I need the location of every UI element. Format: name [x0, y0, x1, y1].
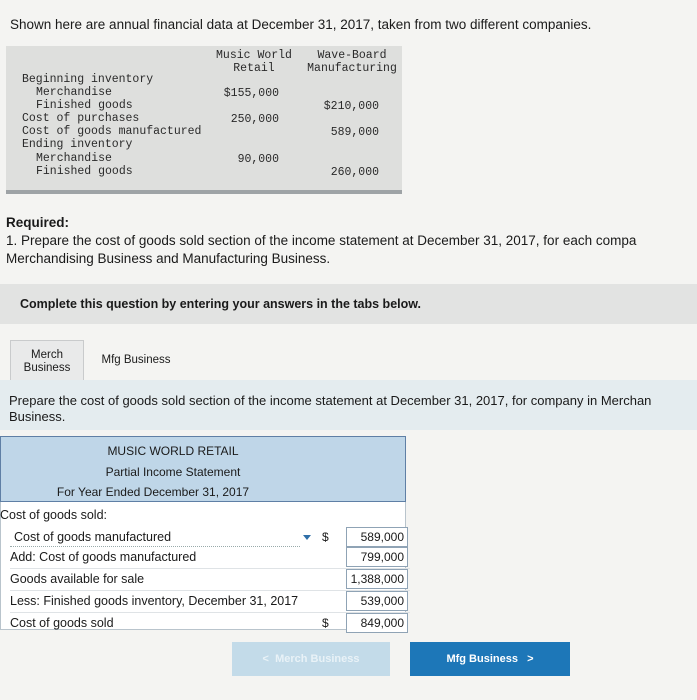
- amount-input[interactable]: 1,388,000: [346, 569, 408, 589]
- data-table-divider: [6, 190, 402, 194]
- col-header-music-world: Music World Retail: [216, 49, 292, 75]
- required-line-2: Merchandising Business and Manufacturing Business.: [6, 251, 331, 266]
- tab-prompt-text: Prepare the cost of goods sold section of the income statement at December 31, 2017, for company in Merchan Business.: [9, 393, 652, 424]
- amount-input[interactable]: 539,000: [346, 591, 408, 611]
- statement-period: For Year Ended December 31, 2017: [56, 485, 250, 499]
- required-heading: Required:: [6, 215, 70, 230]
- row-label[interactable]: Less: Finished goods inventory, December 31, 2017: [10, 594, 299, 608]
- tab-mfg-business[interactable]: Mfg Business: [101, 354, 171, 366]
- statement-row: [0, 591, 408, 612]
- amount-input[interactable]: 799,000: [346, 547, 408, 567]
- amount-input[interactable]: 849,000: [346, 613, 408, 633]
- question-intro: Shown here are annual financial data at December 31, 2017, taken from two different companies.: [10, 17, 592, 32]
- dollar-sign: $: [322, 530, 329, 544]
- statement-company: MUSIC WORLD RETAIL: [107, 444, 239, 458]
- row-label-merchandise: Merchandise: [36, 86, 112, 99]
- value-music-purchases: 250,000: [230, 113, 279, 126]
- value-music-merchandise: $155,000: [223, 87, 279, 100]
- value-wave-cogm: 589,000: [330, 126, 379, 139]
- row-label-cogm: Cost of goods manufactured: [22, 125, 202, 138]
- value-wave-ending-finished: 260,000: [330, 166, 379, 179]
- row-label-finished-goods-end: Finished goods: [36, 165, 133, 178]
- statement-row: [0, 569, 408, 590]
- statement-row: [0, 547, 408, 568]
- statement-header: [0, 436, 406, 502]
- statement-section-row: [0, 505, 408, 526]
- row-label-beginning-inventory: Beginning inventory: [22, 73, 154, 86]
- row-label[interactable]: Add: Cost of goods manufactured: [10, 550, 197, 564]
- dropdown-arrow-icon[interactable]: [300, 530, 314, 544]
- tab-merch-business[interactable]: Merch Business: [10, 340, 84, 380]
- instructions-text: Complete this question by entering your answers in the tabs below.: [20, 297, 421, 311]
- row-label: Cost of goods sold: [10, 616, 114, 630]
- statement-row: [0, 613, 408, 634]
- amount-input[interactable]: 589,000: [346, 527, 408, 547]
- row-label-merchandise-end: Merchandise: [36, 152, 112, 165]
- next-tab-button[interactable]: Mfg Business >: [410, 642, 570, 676]
- value-music-ending-merchandise: 90,000: [237, 153, 279, 166]
- prev-tab-button[interactable]: < Merch Business: [232, 642, 390, 676]
- row-label-finished-goods: Finished goods: [36, 99, 133, 112]
- section-label: Cost of goods sold:: [0, 508, 108, 522]
- row-label[interactable]: Cost of goods manufactured: [14, 530, 172, 544]
- value-wave-finished-goods: $210,000: [323, 100, 379, 113]
- chevron-right-icon: >: [527, 653, 534, 665]
- dollar-sign: $: [322, 616, 329, 630]
- col-header-wave-board: Wave-Board Manufacturing: [307, 49, 397, 75]
- statement-title: Partial Income Statement: [105, 465, 241, 479]
- required-section: [6, 214, 696, 268]
- required-line-1: 1. Prepare the cost of goods sold section of the income statement at December 31, 2017, for each compa: [6, 233, 637, 248]
- row-label: Goods available for sale: [10, 572, 145, 586]
- row-label-ending-inventory: Ending inventory: [22, 138, 133, 151]
- statement-row: [0, 527, 408, 548]
- row-label-cost-of-purchases: Cost of purchases: [22, 112, 140, 125]
